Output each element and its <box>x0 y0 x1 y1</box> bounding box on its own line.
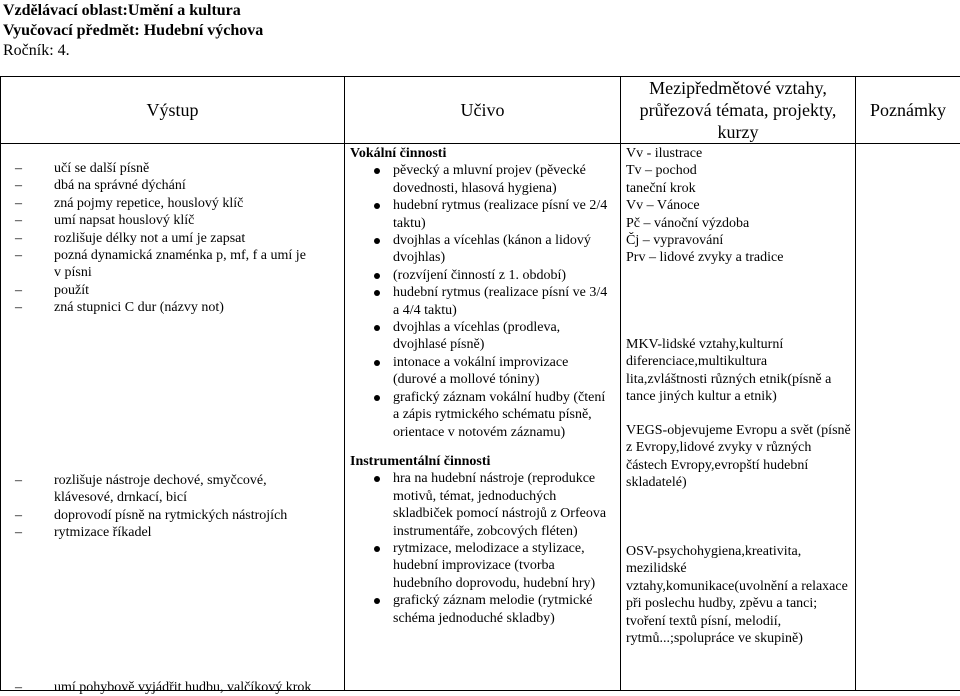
outputs-group-3 <box>1 679 344 696</box>
content-item <box>350 267 620 284</box>
bullet-dot-icon <box>374 290 380 296</box>
output-text: zná stupnici C dur (názvy not) <box>54 300 224 315</box>
content-item <box>350 470 620 540</box>
content-item <box>350 319 620 354</box>
content-text: pěvecký a mluvní projev (pěvecké dovednosti, hlasová hygiena) <box>393 163 586 195</box>
dash-bullet: – <box>15 282 22 299</box>
content-item <box>350 592 620 627</box>
cross-subject-line: taneční krok <box>626 180 851 197</box>
dash-bullet: – <box>15 230 22 247</box>
output-item <box>1 230 344 247</box>
bullet-dot-icon <box>374 203 380 209</box>
cross-subject-line: Vv – Vánoce <box>626 197 851 214</box>
output-text: klávesové, drnkací, bicí <box>54 490 187 505</box>
bullet-dot-icon <box>374 238 380 244</box>
output-item <box>1 472 344 489</box>
vocal-section <box>345 144 620 441</box>
subject-heading: Vyučovací předmět: Hudební výchova <box>3 21 263 41</box>
instrumental-section-title: Instrumentální činnosti <box>350 453 620 470</box>
dash-bullet: – <box>15 160 22 177</box>
content-cell <box>345 144 621 691</box>
output-item <box>1 679 344 696</box>
content-item <box>350 284 620 319</box>
outputs-group-2 <box>1 472 344 542</box>
bullet-dot-icon <box>374 360 380 366</box>
output-item <box>1 160 344 177</box>
cross-vegs: VEGS-objevujeme Evropu a svět (písně z Evropy,lidové zvyky v různých částech Evropy,evropští hudební skladatelé) <box>626 422 851 492</box>
content-text: intonace a vokální improvizace (durové a mollové tóniny) <box>393 355 568 387</box>
instrumental-list <box>350 470 620 627</box>
output-text: rozlišuje nástroje dechové, smyčcové, <box>54 473 267 488</box>
dash-bullet: – <box>15 472 22 489</box>
output-text: dbá na správné dýchání <box>54 178 186 193</box>
content-item <box>350 354 620 389</box>
grade-heading: Ročník: 4. <box>3 41 70 61</box>
output-text: použít <box>54 283 89 298</box>
dash-bullet: – <box>15 299 22 316</box>
output-item <box>1 212 344 229</box>
column-header-cross-curricular: Mezipředmětové vztahy, průřezová témata, projekty, kurzy <box>621 77 856 144</box>
content-item <box>350 197 620 232</box>
output-item <box>1 264 344 281</box>
cross-subject-line: Vv - ilustrace <box>626 145 851 162</box>
bullet-dot-icon <box>374 546 380 552</box>
content-item <box>350 232 620 267</box>
content-text: rytmizace, melodizace a stylizace, hudební improvizace (tvorba hudebního doprovodu, hudební hry) <box>393 541 595 591</box>
dash-bullet: – <box>15 195 22 212</box>
outputs-cell <box>1 144 345 691</box>
bullet-dot-icon <box>374 395 380 401</box>
dash-bullet: – <box>15 247 22 264</box>
output-item <box>1 282 344 299</box>
area-heading: Vzdělávací oblast:Umění a kultura <box>3 1 241 21</box>
dash-bullet: – <box>15 524 22 541</box>
content-text: hudební rytmus (realizace písní ve 2/4 taktu) <box>393 198 607 230</box>
output-text: zná pojmy repetice, houslový klíč <box>54 196 243 211</box>
output-text: rytmizace říkadel <box>54 525 152 540</box>
column-header-notes: Poznámky <box>856 77 960 144</box>
content-text: dvojhlas a vícehlas (kánon a lidový dvojhlas) <box>393 233 591 265</box>
bullet-dot-icon <box>374 325 380 331</box>
cross-osv: OSV-psychohygiena,kreativita, mezilidské vztahy,komunikace(uvolnění a relaxace při poslechu hudby, zpěvu a tanci; tvoření textů písní, melodií, rytmů...;spolupráce ve skupině) <box>626 543 851 647</box>
dash-bullet: – <box>15 177 22 194</box>
bullet-dot-icon <box>374 273 380 279</box>
output-text: doprovodí písně na rytmických nástrojích <box>54 508 287 523</box>
content-item <box>350 540 620 592</box>
output-item <box>1 177 344 194</box>
bullet-dot-icon <box>374 598 380 604</box>
column-header-output: Výstup <box>1 77 345 144</box>
cross-subject-line: Tv – pochod <box>626 162 851 179</box>
cross-subject-line: Čj – vypravování <box>626 232 851 249</box>
output-text: umí napsat houslový klíč <box>54 213 194 228</box>
dash-bullet: – <box>15 679 22 696</box>
cross-subject-line: Pč – vánoční výzdoba <box>626 215 851 232</box>
content-text: dvojhlas a vícehlas (prodleva, dvojhlasé písně) <box>393 320 560 352</box>
output-item <box>1 507 344 524</box>
outputs-group-1 <box>1 160 344 317</box>
content-text: grafický záznam melodie (rytmické schéma jednoduché skladby) <box>393 593 592 625</box>
instrumental-section <box>345 441 620 627</box>
bullet-dot-icon <box>374 168 380 174</box>
content-item <box>350 389 620 441</box>
content-text: hudební rytmus (realizace písní ve 3/4 a 4/4 taktu) <box>393 285 607 317</box>
content-text: (rozvíjení činností z 1. období) <box>393 268 566 283</box>
vocal-list <box>350 162 620 441</box>
output-item <box>1 299 344 316</box>
content-text: hra na hudební nástroje (reprodukce motivů, témat, jednoduchých skladbiček pomocí nástrojů z Orfeova instrumentáře, zobcových fléten) <box>393 471 606 538</box>
output-item <box>1 524 344 541</box>
cross-subject-line: Prv – lidové zvyky a tradice <box>626 249 851 266</box>
cross-curricular-cell <box>621 144 856 691</box>
output-text: pozná dynamická znaménka p, mf, f a umí je <box>54 248 306 263</box>
curriculum-table <box>0 76 960 691</box>
content-item <box>350 162 620 197</box>
dash-bullet: – <box>15 212 22 229</box>
bullet-dot-icon <box>374 476 380 482</box>
cross-subject-links <box>626 145 851 267</box>
vocal-section-title: Vokální činnosti <box>350 145 620 162</box>
output-text: umí pohybově vyjádřit hudbu, valčíkový krok <box>54 680 311 695</box>
cross-mkv: MKV-lidské vztahy,kulturní diferenciace,multikultura lita,zvláštnosti různých etnik(písně a tance jiných kultur a etnik) <box>626 336 851 406</box>
output-text: učí se další písně <box>54 161 149 176</box>
content-text: grafický záznam vokální hudby (čtení a zápis rytmického schématu písně, orientace v notovém záznamu) <box>393 390 605 440</box>
column-header-content: Učivo <box>345 77 621 144</box>
output-item <box>1 489 344 506</box>
output-item <box>1 195 344 212</box>
output-text: rozlišuje délky not a umí je zapsat <box>54 231 245 246</box>
output-item <box>1 247 344 264</box>
output-text: v písni <box>54 265 92 280</box>
dash-bullet: – <box>15 507 22 524</box>
notes-cell <box>856 144 960 691</box>
